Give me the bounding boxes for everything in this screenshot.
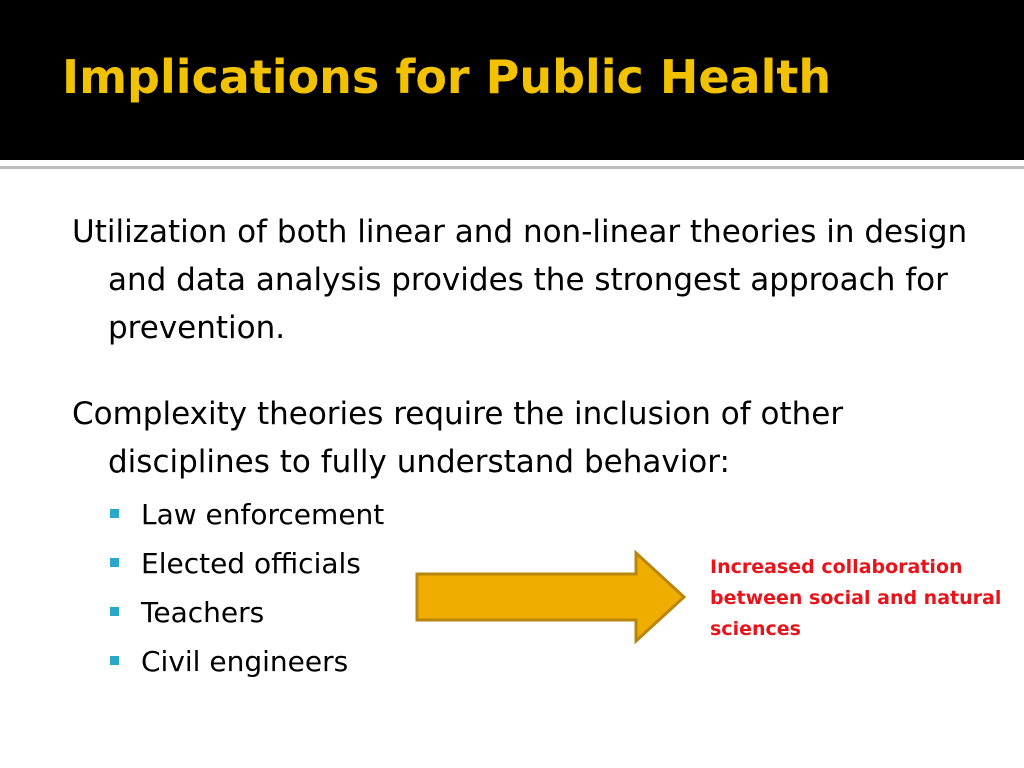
list-item-civil-engineers — [108, 637, 384, 686]
square-bullet-icon — [110, 656, 119, 665]
list-item-elected-officials — [108, 539, 384, 588]
title-divider-white — [0, 160, 1024, 164]
list-item-label: Elected officials — [141, 547, 361, 580]
square-bullet-icon — [110, 509, 119, 518]
list-item-label: Civil engineers — [141, 645, 349, 678]
right-arrow-icon — [414, 550, 688, 644]
list-item-teachers — [108, 588, 384, 637]
paragraph-linear-theories: Utilization of both linear and non-linear theories in design and data analysis provides the strongest approach for prevention. — [72, 214, 968, 346]
title-bar — [0, 0, 1024, 160]
list-item-law-enforcement — [108, 490, 384, 539]
disciplines-list — [108, 490, 384, 686]
list-item-label: Teachers — [141, 596, 265, 629]
list-item-label: Law enforcement — [141, 498, 385, 531]
callout-text: Increased collaboration between social and natural sciences — [710, 556, 1002, 640]
arrow-shape — [417, 553, 684, 641]
slide-title: Implications for Public Health — [62, 50, 832, 104]
paragraph-complexity-theories: Complexity theories require the inclusion of other disciplines to fully understand behavior: — [72, 396, 844, 480]
square-bullet-icon — [110, 607, 119, 616]
square-bullet-icon — [110, 558, 119, 567]
title-divider-gray — [0, 166, 1024, 169]
